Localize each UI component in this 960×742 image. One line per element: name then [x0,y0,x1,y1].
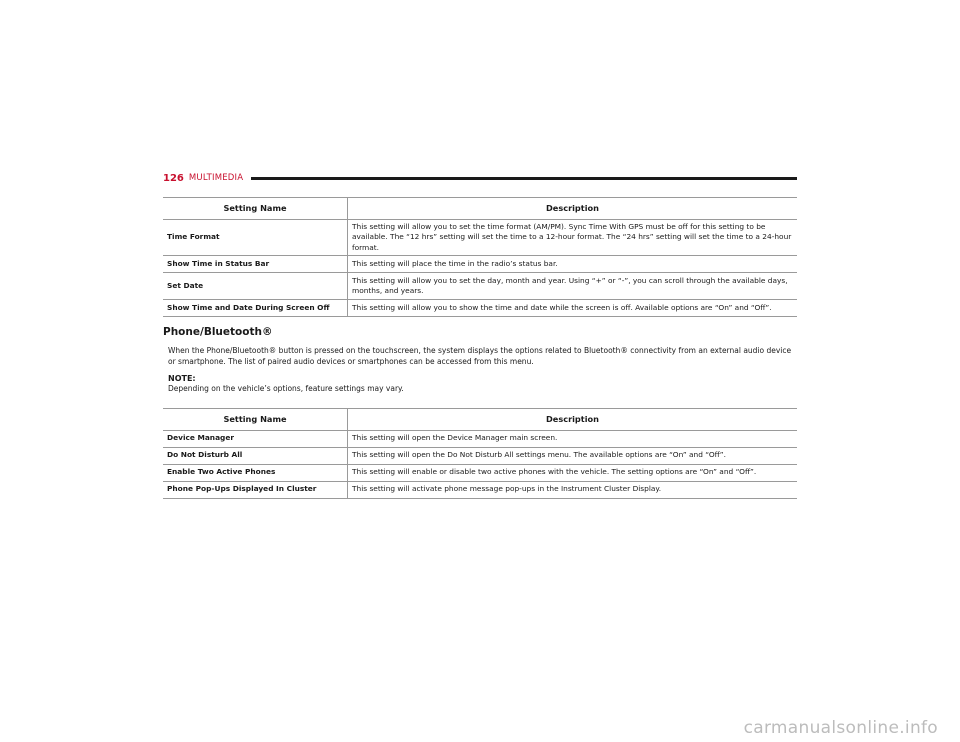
setting-name: Enable Two Active Phones [163,464,348,481]
setting-description: This setting will place the time in the radio’s status bar. [348,256,798,273]
table-row [163,464,797,481]
column-header-description: Description [348,409,798,431]
table-row [163,481,797,498]
table-row [163,219,797,256]
setting-description: This setting will enable or disable two active phones with the vehicle. The setting options are “On” and “Off”. [348,464,798,481]
setting-name: Phone Pop-Ups Displayed In Cluster [163,481,348,498]
table-row [163,273,797,300]
note-text: Depending on the vehicle’s options, feature settings may vary. [168,384,404,393]
header-rule [251,177,797,180]
setting-name: Do Not Disturb All [163,447,348,464]
setting-description: This setting will allow you to set the time format (AM/PM). Sync Time With GPS must be off for this setting to be available. The “12 hrs” setting will set the time to a 12-hour format. The “24 hrs” setting will set the time to a 24-hour format. [348,219,798,256]
table-row [163,300,797,317]
phone-settings-table [163,408,797,499]
table-row [163,256,797,273]
datetime-settings-table [163,197,797,317]
note-label: NOTE: [168,374,196,383]
column-header-setting-name: Setting Name [163,409,348,431]
table-header-row [163,409,797,431]
column-header-description: Description [348,198,798,220]
page-header [163,170,797,186]
section-name: MULTIMEDIA [188,173,244,183]
table-row [163,430,797,447]
setting-name: Time Format [163,219,348,256]
setting-name: Show Time in Status Bar [163,256,348,273]
setting-description: This setting will activate phone message pop-ups in the Instrument Cluster Display. [348,481,798,498]
setting-description: This setting will open the Device Manager main screen. [348,430,798,447]
setting-name: Device Manager [163,430,348,447]
setting-name: Set Date [163,273,348,300]
setting-description: This setting will allow you to show the time and date while the screen is off. Available options are “On” and “Off”. [348,300,798,317]
section-title: Phone/Bluetooth® [163,326,273,338]
page-number: 126 [163,172,184,184]
setting-description: This setting will allow you to set the day, month and year. Using “+” or “-”, you can scroll through the available days, months, and years. [348,273,798,300]
table-row [163,447,797,464]
table-header-row [163,198,797,220]
column-header-setting-name: Setting Name [163,198,348,220]
watermark: carmanualsonline.info [743,718,938,738]
setting-description: This setting will open the Do Not Disturb All settings menu. The available options are “On” and “Off”. [348,447,798,464]
section-intro: When the Phone/Bluetooth® button is pressed on the touchscreen, the system displays the options related to Bluetooth® connectivity from an external audio device or smartphone. The list of paired audio devices or smartphones can be accessed from this menu. [168,346,792,366]
setting-name: Show Time and Date During Screen Off [163,300,348,317]
